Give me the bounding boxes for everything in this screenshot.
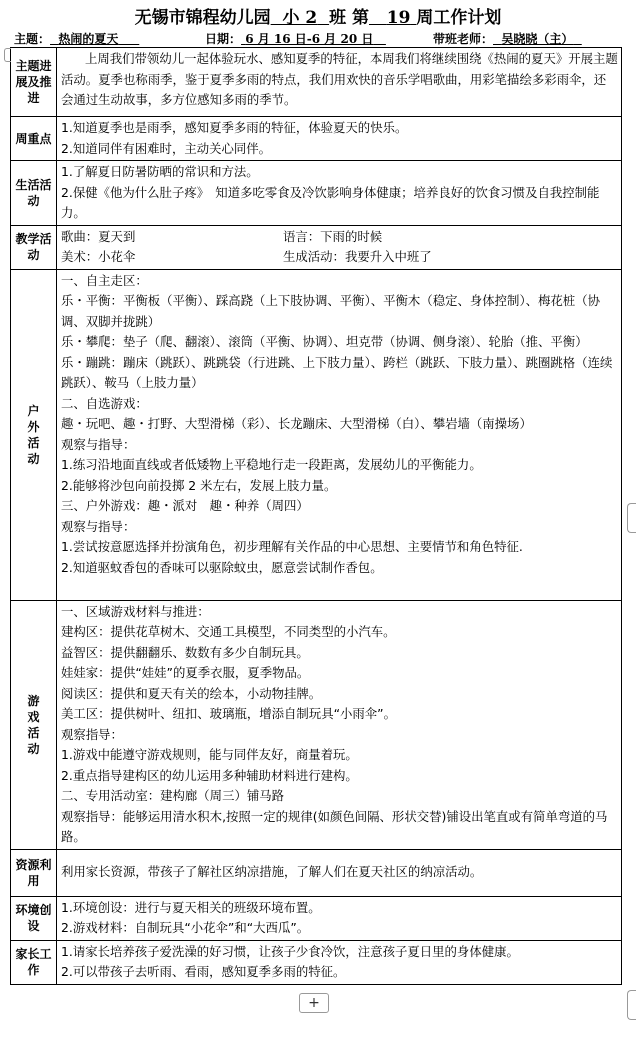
row-label: 生活活动 xyxy=(11,161,57,226)
teacher-value: 吴晓晓（主） xyxy=(501,32,574,46)
row-label: 环境创设 xyxy=(11,896,57,940)
row-environment xyxy=(11,896,622,940)
content-line: 观察与指导： xyxy=(61,436,136,452)
row-games xyxy=(11,600,622,849)
teacher-field xyxy=(433,30,582,48)
content-line: 2.重点指导建构区的幼儿运用多种辅助材料进行建构。 xyxy=(61,767,358,783)
content-line: 乐・蹦跳：蹦床（跳跃）、跳跳袋（行进跳、上下肢力量）、跨栏（跳跃、下肢力量）、跳圈跳格（连续跳跃）、鞍马（上肢力量） xyxy=(61,354,613,390)
activity-item: 生成活动：我要升入中班了 xyxy=(283,249,432,264)
row-label xyxy=(11,600,57,849)
row-label-char: 活 xyxy=(27,435,40,450)
content-line: 2.保健《他为什么肚子疼》 知道多吃零食及冷饮影响身体健康；培养良好的饮食习惯及自我控制能力。 xyxy=(61,184,600,220)
theme-label: 主题： xyxy=(14,32,51,46)
content-line: 2.知道驱蚊香包的香味可以驱除蚊虫，愿意尝试制作香包。 xyxy=(61,559,383,575)
row-content[interactable] xyxy=(57,849,622,896)
row-content[interactable] xyxy=(57,117,622,161)
row-label-char: 动 xyxy=(27,451,40,466)
row-content[interactable] xyxy=(57,225,622,269)
school-name: 无锡市锦程幼儿园 xyxy=(134,8,271,28)
content-line: 观察指导：能够运用清水积木,按照一定的规律(如颜色间隔、形状交替)铺设出笔直或有简单弯道的马路。 xyxy=(61,808,608,844)
row-label xyxy=(11,269,57,600)
row-parents xyxy=(11,940,622,984)
row-teaching xyxy=(11,225,622,269)
page-title xyxy=(0,6,636,30)
content-line: 益智区：提供翻翻乐、数数有多少自制玩具。 xyxy=(61,644,309,660)
weekly-plan-table xyxy=(10,47,622,985)
row-label-char: 戏 xyxy=(27,709,40,724)
row-outdoor xyxy=(11,269,622,600)
row-content[interactable] xyxy=(57,48,622,117)
row-content[interactable] xyxy=(57,940,622,984)
class-suffix: 班 第 xyxy=(329,8,369,28)
date-value: 6 月 16 日-6 月 20 日 xyxy=(245,32,374,46)
row-label: 资源利用 xyxy=(11,849,57,896)
row-resources xyxy=(11,849,622,896)
row-label: 周重点 xyxy=(11,117,57,161)
row-label: 家长工作 xyxy=(11,940,57,984)
content-line: 二、自选游戏： xyxy=(61,395,148,411)
content-line: 趣・玩吧、趣・打野、大型滑梯（彩）、长龙蹦床、大型滑梯（白）、攀岩墙（南操场） xyxy=(61,416,532,431)
content-line: 2.可以带孩子去听雨、看雨，感知夏季多雨的特征。 xyxy=(61,964,346,979)
theme-value: 热闹的夏天 xyxy=(58,32,119,46)
content-line: 1.游戏中能遵守游戏规则，能与同伴友好，商量着玩。 xyxy=(61,747,358,762)
row-label-char: 活 xyxy=(27,725,40,740)
row-theme-progress xyxy=(11,48,622,117)
content-line: 三、户外游戏：趣・派对 趣・种养（周四） xyxy=(61,498,309,513)
week-number: 19 xyxy=(386,8,411,28)
content-line: 乐・攀爬：垫子（爬、翻滚）、滚筒（平衡、协调）、坦克带（协调、侧身滚）、轮胎（推、平衡） xyxy=(61,334,588,349)
content-line: 2.游戏材料：自制玩具“小花伞”和“大西瓜”。 xyxy=(61,920,310,935)
row-label-char: 外 xyxy=(27,419,40,434)
week-suffix: 周工作计划 xyxy=(416,8,502,28)
content-line: 利用家长资源，带孩子了解社区纳凉措施，了解人们在夏天社区的纳凉活动。 xyxy=(61,864,483,880)
content-line: 1.练习沿地面直线或者低矮物上平稳地行走一段距离，发展幼儿的平衡能力。 xyxy=(61,457,482,472)
date-field xyxy=(205,30,386,48)
row-label: 主题进展及推进 xyxy=(11,48,57,117)
content-line: 1.请家长培养孩子爱洗澡的好习惯，让孩子少食冷饮，注意孩子夏日里的身体健康。 xyxy=(61,943,519,959)
row-content[interactable] xyxy=(57,600,622,849)
content-line: 建构区：提供花草树木、交通工具模型，不同类型的小汽车。 xyxy=(61,624,396,639)
content-line: 二、专用活动室：建构廊（周三）铺马路 xyxy=(61,788,285,803)
content-line: 观察指导： xyxy=(61,726,123,742)
row-label-char: 户 xyxy=(27,403,40,418)
content-line: 乐・平衡：平衡板（平衡）、踩高跷（上下肢协调、平衡）、平衡木（稳定、身体控制）、梅花桩（协调、双脚并拢跳） xyxy=(61,293,600,329)
row-daily-life xyxy=(11,161,622,226)
content-line: 美工区：提供树叶、纽扣、玻璃瓶，增添自制玩具“小雨伞”。 xyxy=(61,706,396,721)
row-label-char: 动 xyxy=(27,741,40,756)
activity-item: 美术：小花伞 xyxy=(61,249,136,264)
activity-item: 语言：下雨的时候 xyxy=(283,228,383,244)
content-line: 1.尝试按意愿选择并扮演角色，初步理解有关作品的中心思想、主要情节和角色特征. xyxy=(61,539,523,554)
content-line: 观察与指导： xyxy=(61,518,136,534)
row-content[interactable] xyxy=(57,269,622,600)
row-content[interactable] xyxy=(57,161,622,226)
content-line: 1.知道夏季也是雨季，感知夏季多雨的特征，体验夏天的快乐。 xyxy=(61,120,408,135)
content-line: 娃娃家：提供“娃娃”的夏季衣服，夏季物品。 xyxy=(61,665,310,680)
add-row-button[interactable]: + xyxy=(299,993,329,1013)
activity-pair xyxy=(61,247,618,268)
content-line: 1.环境创设：进行与夏天相关的班级环境布置。 xyxy=(61,899,321,915)
teacher-label: 带班老师： xyxy=(433,32,494,46)
date-label: 日期： xyxy=(205,32,242,46)
activity-item: 歌曲：夏天到 xyxy=(61,228,136,244)
left-edge-handle[interactable] xyxy=(4,48,11,62)
content-line: 上周我们带领幼儿一起体验玩水、感知夏季的特征，本周我们将继续围绕《热闹的夏天》开展主题活动。夏季也称雨季，鉴于夏季多雨的特点，我们用欢快的音乐学唱歌曲，用彩笔描绘多彩雨伞，还会通过生动故事，多方位感知多雨的季节。 xyxy=(61,51,618,107)
content-line: 2.能够将沙包向前投掷 2 米左右，发展上肢力量。 xyxy=(61,477,337,493)
theme-field xyxy=(14,30,139,48)
right-edge-handle[interactable] xyxy=(627,503,636,533)
class-name: 小 2 xyxy=(282,8,318,28)
row-label-char: 游 xyxy=(27,693,40,708)
content-line: 2.知道同伴有困难时，主动关心同伴。 xyxy=(61,140,272,156)
right-edge-handle[interactable] xyxy=(627,990,636,1020)
content-line: 一、区域游戏材料与推进： xyxy=(61,603,210,619)
activity-pair xyxy=(61,227,618,248)
content-line: 阅读区：提供和夏天有关的绘本，小动物挂牌。 xyxy=(61,685,322,701)
row-content[interactable] xyxy=(57,896,622,940)
content-line: 1.了解夏日防暑防晒的常识和方法。 xyxy=(61,164,259,179)
row-week-focus xyxy=(11,117,622,161)
content-line: 一、自主走区： xyxy=(61,272,148,288)
row-label: 教学活动 xyxy=(11,225,57,269)
